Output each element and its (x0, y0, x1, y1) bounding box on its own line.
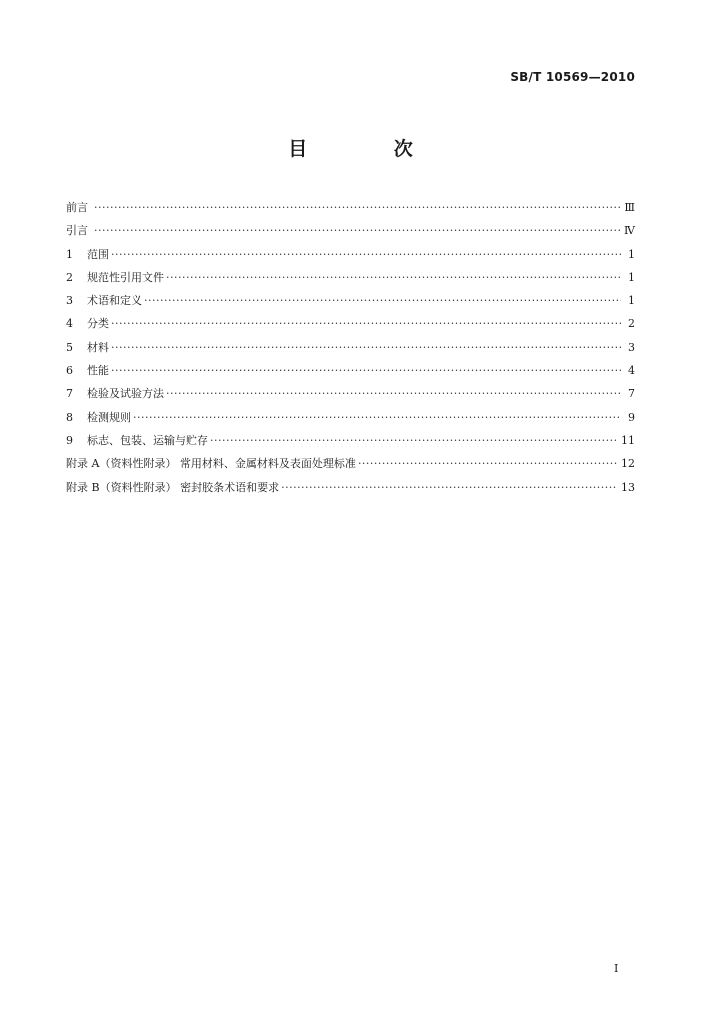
toc-entry-title: 范围 (87, 247, 109, 261)
toc-entry-inspection-rules[interactable] (66, 406, 635, 429)
toc-leader-dots (166, 382, 621, 405)
toc-entry-page: 3 (628, 340, 635, 354)
toc-entry-title: 标志、包装、运输与贮存 (87, 433, 208, 447)
toc-entry-materials[interactable] (66, 336, 635, 359)
toc-entry-title: 性能 (87, 364, 109, 378)
toc-entry-page: 4 (628, 364, 635, 378)
toc-entry-title: 检验及试验方法 (87, 387, 164, 401)
toc-entry-title: 附录 A（资料性附录） 常用材料、金属材料及表面处理标准 (66, 457, 356, 471)
toc-entry-number: 9 (66, 433, 73, 447)
toc-entry-page: 1 (628, 294, 635, 308)
standard-number: SB/T 10569—2010 (510, 70, 635, 84)
toc-leader-dots (94, 219, 620, 242)
toc-leader-dots (210, 429, 617, 452)
toc-entry-number: 5 (66, 340, 73, 354)
toc-entry-number: 8 (66, 410, 73, 424)
toc-leader-dots (111, 312, 621, 335)
toc-entry-introduction[interactable] (66, 219, 635, 242)
toc-entry-number: 6 (66, 364, 73, 378)
toc-entry-page: 13 (621, 480, 635, 494)
toc-entry-normative-references[interactable] (66, 266, 635, 289)
toc-entry-page: 12 (621, 457, 635, 471)
toc-entry-page: 2 (628, 317, 635, 331)
table-of-contents (66, 196, 635, 499)
toc-entry-title: 术语和定义 (87, 294, 142, 308)
toc-leader-dots (111, 359, 621, 382)
toc-entry-number: 2 (66, 270, 73, 284)
toc-leader-dots (111, 243, 621, 266)
toc-leader-dots (94, 196, 620, 219)
toc-leader-dots (144, 289, 621, 312)
page-title: 目 次 (288, 138, 453, 160)
toc-entry-page: 1 (628, 270, 635, 284)
toc-entry-title: 前言 (66, 201, 88, 214)
toc-entry-scope[interactable] (66, 243, 635, 266)
toc-entry-classification[interactable] (66, 312, 635, 335)
toc-entry-title: 分类 (87, 317, 109, 331)
toc-entry-number: 4 (66, 317, 73, 331)
toc-leader-dots (133, 406, 621, 429)
toc-entry-test-methods[interactable] (66, 382, 635, 405)
toc-entry-page: 1 (628, 247, 635, 261)
toc-entry-title: 检测规则 (87, 410, 131, 424)
toc-entry-marking-packaging[interactable] (66, 429, 635, 452)
toc-entry-number: 1 (66, 247, 73, 261)
toc-leader-dots (281, 476, 617, 499)
toc-entry-number: 3 (66, 294, 73, 308)
toc-entry-page: Ⅲ (624, 201, 635, 214)
toc-entry-page: 9 (628, 410, 635, 424)
toc-leader-dots (166, 266, 621, 289)
toc-leader-dots (358, 452, 617, 475)
toc-entry-number: 7 (66, 387, 73, 401)
toc-entry-title: 材料 (87, 340, 109, 354)
toc-entry-page: Ⅳ (624, 224, 635, 238)
toc-entry-title: 附录 B（资料性附录） 密封胶条术语和要求 (66, 480, 280, 494)
page-number: I (614, 962, 619, 975)
toc-entry-page: 11 (621, 433, 635, 447)
toc-entry-title: 引言 (66, 224, 88, 238)
toc-entry-page: 7 (628, 387, 635, 401)
toc-entry-title: 规范性引用文件 (87, 270, 164, 284)
toc-entry-foreword[interactable] (66, 196, 635, 219)
toc-leader-dots (111, 336, 621, 359)
toc-entry-terms-definitions[interactable] (66, 289, 635, 312)
toc-entry-performance[interactable] (66, 359, 635, 382)
toc-entry-appendix-b[interactable] (66, 476, 635, 499)
toc-entry-appendix-a[interactable] (66, 452, 635, 475)
